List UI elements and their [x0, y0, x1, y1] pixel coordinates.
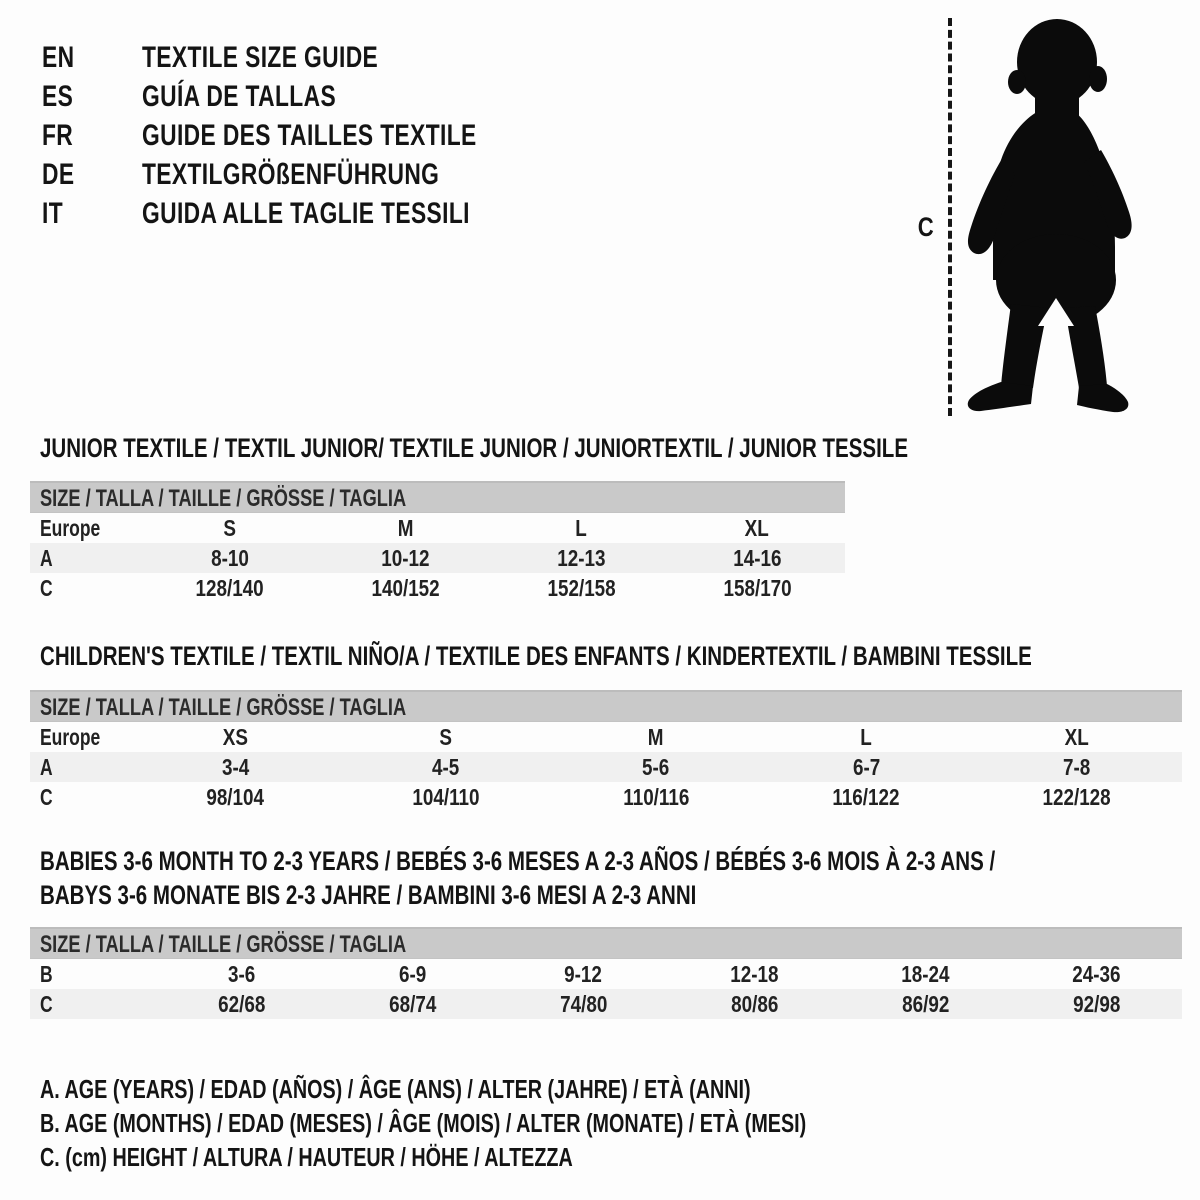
table-row-europe: [30, 722, 1182, 752]
value-cell: 3-6: [227, 961, 256, 987]
babies-section-title-line1: BABIES 3-6 MONTH TO 2-3 YEARS / BEBÉS 3-6 MESES A 2-3 AÑOS / BÉBÉS 3-6 MOIS À 2-3 ANS /: [40, 846, 996, 876]
table-row-height: [30, 989, 1182, 1019]
legend-age-months: B. AGE (MONTHS) / EDAD (MESES) / ÂGE (MOIS) / ALTER (MONATE) / ETÀ (MESI): [40, 1108, 807, 1138]
value-cell: 158/170: [723, 575, 792, 601]
row-label: A: [40, 754, 53, 780]
height-measure-dashed-line: [948, 18, 952, 416]
value-cell: 18-24: [901, 961, 950, 987]
language-code: FR: [42, 119, 74, 152]
row-label: A: [40, 545, 53, 571]
value-cell: 80/86: [730, 991, 779, 1017]
language-title: GUIDE DES TAILLES TEXTILE: [142, 119, 477, 152]
value-cell: 12-13: [557, 545, 606, 571]
size-cell: XS: [222, 724, 248, 750]
language-code: EN: [42, 41, 75, 74]
junior-section-title: JUNIOR TEXTILE / TEXTIL JUNIOR/ TEXTILE JUNIOR / JUNIORTEXTIL / JUNIOR TESSILE: [40, 433, 909, 463]
value-cell: 92/98: [1072, 991, 1121, 1017]
row-label: Europe: [40, 724, 101, 750]
language-row: [42, 194, 582, 233]
value-cell: 104/110: [412, 784, 480, 810]
height-measure-label: C: [917, 212, 934, 242]
value-cell: 3-4: [221, 754, 249, 780]
value-cell: 14-16: [732, 545, 782, 571]
value-cell: 86/92: [901, 991, 950, 1017]
legend-height-cm: C. (cm) HEIGHT / ALTURA / HAUTEUR / HÖHE / ALTEZZA: [40, 1142, 573, 1172]
table-row-europe: [30, 513, 845, 543]
table-row-height: [30, 573, 845, 603]
value-cell: 10-12: [381, 545, 430, 571]
value-cell: 9-12: [564, 961, 603, 987]
value-cell: 110/116: [622, 784, 690, 810]
language-title: GUÍA DE TALLAS: [142, 80, 337, 113]
size-table-header: SIZE / TALLA / TAILLE / GRÖSSE / TAGLIA: [30, 927, 1182, 959]
value-cell: 24-36: [1072, 961, 1121, 987]
row-label: C: [40, 784, 53, 810]
children-size-table: [30, 690, 1182, 812]
size-cell: L: [575, 515, 588, 541]
language-title: GUIDA ALLE TAGLIE TESSILI: [142, 197, 470, 230]
junior-size-table: [30, 481, 845, 603]
value-cell: 116/122: [832, 784, 900, 810]
size-cell: XL: [745, 515, 770, 541]
language-title: TEXTILGRÖßENFÜHRUNG: [142, 158, 440, 191]
value-cell: 8-10: [210, 545, 249, 571]
language-code: IT: [42, 197, 64, 230]
value-cell: 122/128: [1042, 784, 1111, 810]
language-list: [42, 38, 582, 233]
row-label: C: [40, 991, 53, 1017]
legend-age-years: A. AGE (YEARS) / EDAD (AÑOS) / ÂGE (ANS) / ALTER (JAHRE) / ETÀ (ANNI): [40, 1074, 751, 1104]
value-cell: 12-18: [730, 961, 779, 987]
language-code: DE: [42, 158, 75, 191]
value-cell: 6-9: [398, 961, 427, 987]
language-code: ES: [42, 80, 74, 113]
value-cell: 128/140: [195, 575, 264, 601]
children-section-title: CHILDREN'S TEXTILE / TEXTIL NIÑO/A / TEXTILE DES ENFANTS / KINDERTEXTIL / BAMBINI TESSILE: [40, 641, 1032, 671]
table-row-age-months: [30, 959, 1182, 989]
babies-section-title-line2: BABYS 3-6 MONATE BIS 2-3 JAHRE / BAMBINI 3-6 MESI A 2-3 ANNI: [40, 880, 697, 910]
row-label: Europe: [40, 515, 101, 541]
size-cell: M: [397, 515, 414, 541]
size-cell: M: [648, 724, 664, 750]
language-row: [42, 155, 582, 194]
language-title: TEXTILE SIZE GUIDE: [142, 41, 379, 74]
babies-size-table: [30, 927, 1182, 1019]
language-row: [42, 38, 582, 77]
value-cell: 74/80: [559, 991, 608, 1017]
language-row: [42, 77, 582, 116]
size-table-header: SIZE / TALLA / TAILLE / GRÖSSE / TAGLIA: [30, 481, 845, 513]
size-cell: XL: [1064, 724, 1089, 750]
size-cell: S: [439, 724, 452, 750]
table-row-age: [30, 543, 845, 573]
value-cell: 152/158: [547, 575, 616, 601]
value-cell: 4-5: [431, 754, 460, 780]
size-table-header: SIZE / TALLA / TAILLE / GRÖSSE / TAGLIA: [30, 690, 1182, 722]
table-row-height: [30, 782, 1182, 812]
value-cell: 62/68: [217, 991, 266, 1017]
value-cell: 6-7: [852, 754, 881, 780]
size-cell: S: [223, 515, 237, 541]
row-label: C: [40, 575, 53, 601]
value-cell: 140/152: [371, 575, 440, 601]
table-row-age: [30, 752, 1182, 782]
size-cell: L: [860, 724, 873, 750]
row-label: B: [40, 961, 53, 987]
value-cell: 7-8: [1063, 754, 1091, 780]
value-cell: 68/74: [388, 991, 437, 1017]
value-cell: 5-6: [642, 754, 670, 780]
language-row: [42, 116, 582, 155]
toddler-silhouette-icon: [953, 12, 1143, 416]
value-cell: 98/104: [206, 784, 265, 810]
